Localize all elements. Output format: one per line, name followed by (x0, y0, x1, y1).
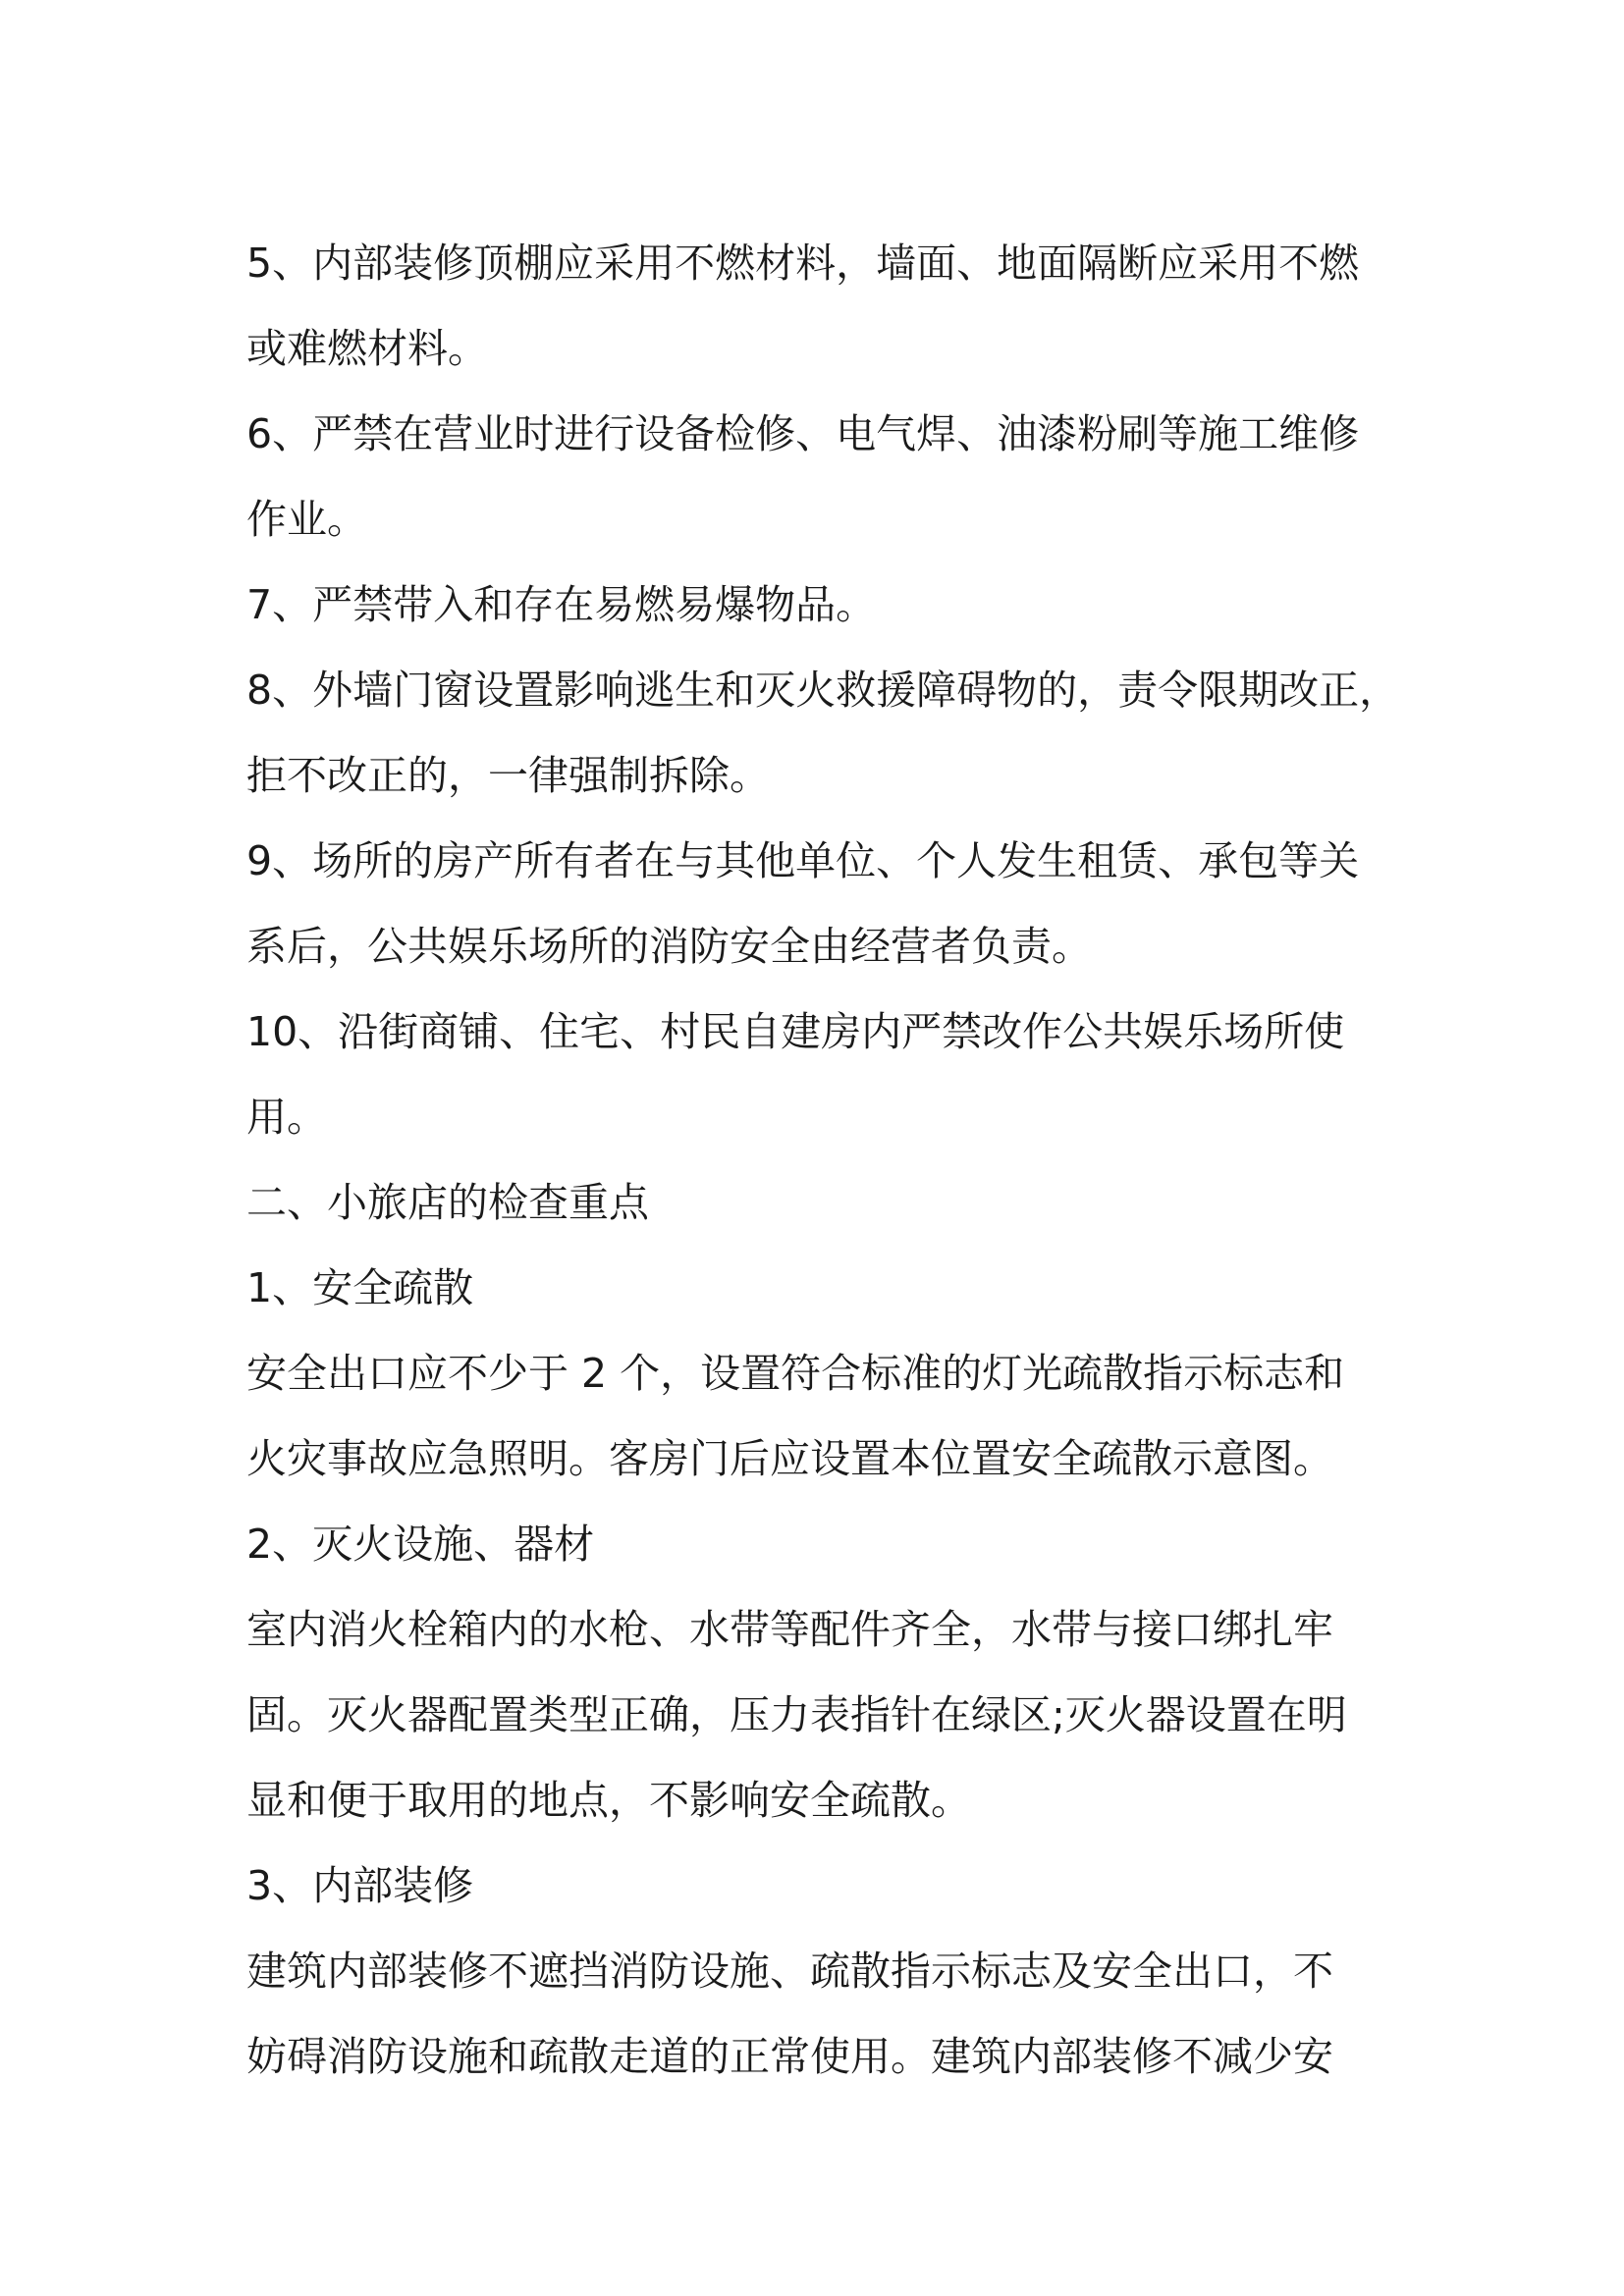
text-line: 6、严禁在营业时进行设备检修、电气焊、油漆粉刷等施工维修 (246, 410, 1360, 457)
text-line: 系后，公共娱乐场所的消防安全由经营者负责。 (246, 923, 1092, 970)
subsection-heading: 1、安全疏散 (246, 1264, 474, 1311)
document-body (246, 221, 1400, 2100)
text-line: 妨碍消防设施和疏散走道的正常使用。建筑内部装修不减少安 (246, 2033, 1333, 2080)
text-line: 作业。 (246, 496, 367, 543)
text-line: 火灾事故应急照明。客房门后应设置本位置安全疏散示意图。 (246, 1435, 1333, 1482)
section-heading: 二、小旅店的检查重点 (246, 1179, 649, 1226)
text-line: 9、场所的房产所有者在与其他单位、个人发生租赁、承包等关 (246, 837, 1360, 884)
text-line: 5、内部装修顶棚应采用不燃材料，墙面、地面隔断应采用不燃 (246, 240, 1360, 287)
text-line: 8、外墙门窗设置影响逃生和灭火救援障碍物的，责令限期改正， (246, 667, 1400, 714)
subsection-heading: 3、内部装修 (246, 1862, 474, 1909)
text-line: 显和便于取用的地点，不影响安全疏散。 (246, 1777, 971, 1824)
text-line: 7、严禁带入和存在易燃易爆物品。 (246, 581, 877, 628)
text-line: 或难燃材料。 (246, 325, 488, 372)
text-line: 室内消火栓箱内的水枪、水带等配件齐全，水带与接口绑扎牢 (246, 1606, 1333, 1653)
text-line: 10、沿街商铺、住宅、村民自建房内严禁改作公共娱乐场所使 (246, 1008, 1345, 1055)
text-line: 安全出口应不少于 2 个，设置符合标准的灯光疏散指示标志和 (246, 1350, 1345, 1397)
text-line: 固。灭火器配置类型正确，压力表指针在绿区;灭火器设置在明 (246, 1691, 1347, 1738)
text-line: 用。 (246, 1094, 327, 1141)
text-line: 拒不改正的，一律强制拆除。 (246, 752, 770, 799)
text-line: 建筑内部装修不遮挡消防设施、疏散指示标志及安全出口，不 (246, 1948, 1333, 1995)
subsection-heading: 2、灭火设施、器材 (246, 1521, 595, 1568)
